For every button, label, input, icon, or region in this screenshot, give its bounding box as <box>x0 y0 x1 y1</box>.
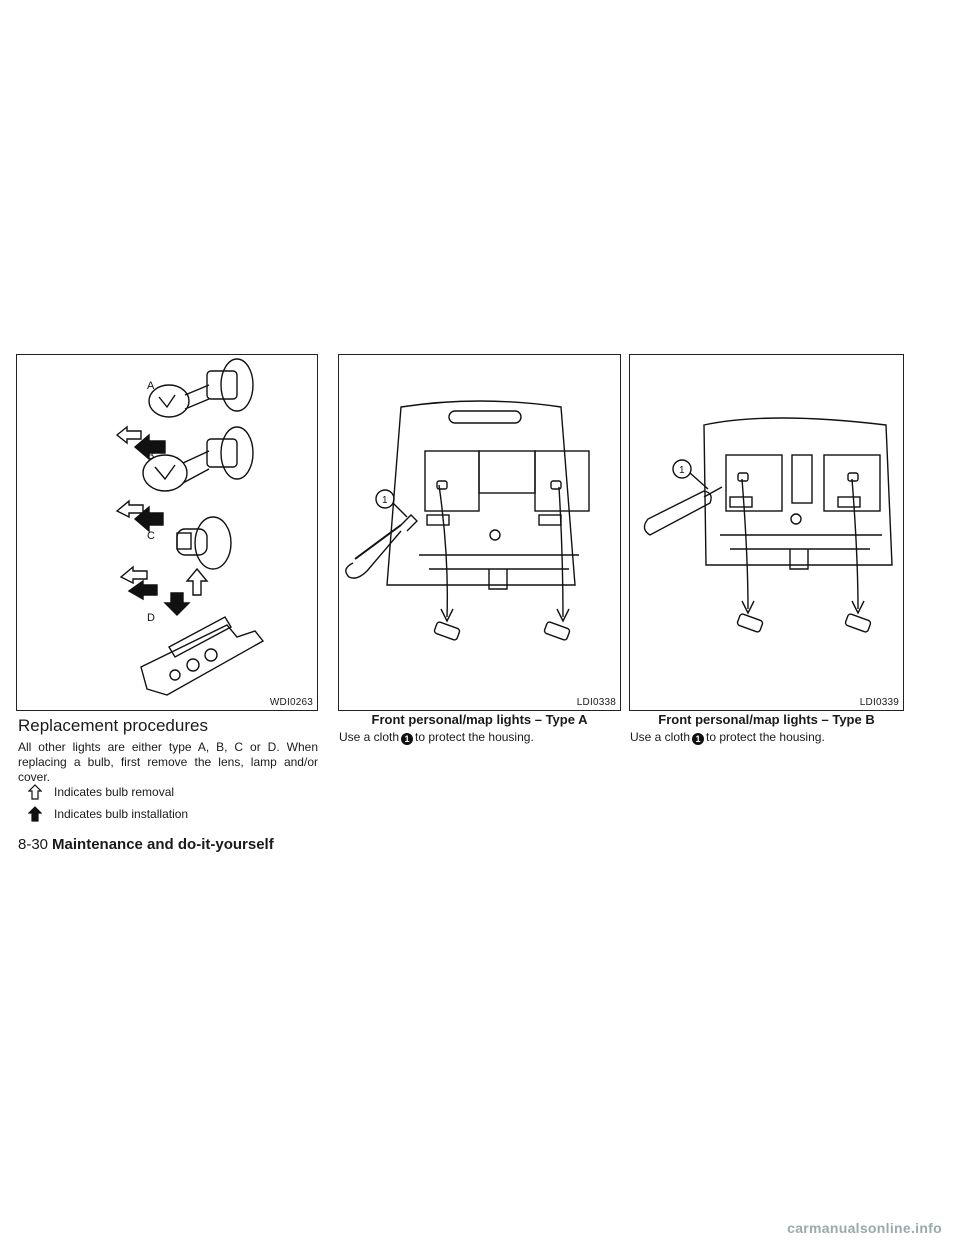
type-a-text-after: to protect the housing. <box>415 730 534 744</box>
type-b-illustration <box>630 355 903 710</box>
type-a-text-before: Use a cloth <box>339 730 400 744</box>
page-footer <box>18 836 274 853</box>
figure-bulb-types <box>16 354 318 711</box>
type-b-instruction <box>630 730 825 745</box>
figure-map-lights-type-a <box>338 354 621 711</box>
callout-1: 1 <box>679 465 685 476</box>
page-number: 8-30 <box>18 836 49 853</box>
section-heading: Replacement procedures <box>18 716 208 735</box>
circled-number-1: 1 <box>692 733 704 745</box>
type-a-illustration <box>339 355 620 710</box>
chapter-title: Maintenance and do-it-yourself <box>52 836 274 853</box>
type-b-text-before: Use a cloth <box>630 730 691 744</box>
figure-code: LDI0338 <box>576 697 616 708</box>
callout-1: 1 <box>382 495 388 506</box>
section-paragraph: All other lights are either type A, B, C or D. When replacing a bulb, first remove the lens, lamp and/or cover. <box>18 740 318 784</box>
watermark: carmanualsonline.info <box>787 1220 942 1236</box>
figure-code: WDI0263 <box>269 697 313 708</box>
caption-type-a: Front personal/map lights – Type A <box>371 712 588 727</box>
label-b: B <box>147 450 155 462</box>
label-a: A <box>147 380 155 392</box>
legend-installation-text: Indicates bulb installation <box>54 807 189 821</box>
type-a-instruction <box>339 730 534 745</box>
legend-removal-text: Indicates bulb removal <box>54 785 175 799</box>
bulb-types-illustration <box>17 355 317 710</box>
label-c: C <box>147 530 155 542</box>
type-b-text-after: to protect the housing. <box>706 730 825 744</box>
caption-type-b: Front personal/map lights – Type B <box>658 712 875 727</box>
circled-number-1: 1 <box>401 733 413 745</box>
label-d: D <box>147 612 155 624</box>
outline-arrow-up-icon <box>28 784 42 800</box>
solid-arrow-up-icon <box>28 806 42 822</box>
figure-map-lights-type-b <box>629 354 904 711</box>
figure-code: LDI0339 <box>859 697 899 708</box>
